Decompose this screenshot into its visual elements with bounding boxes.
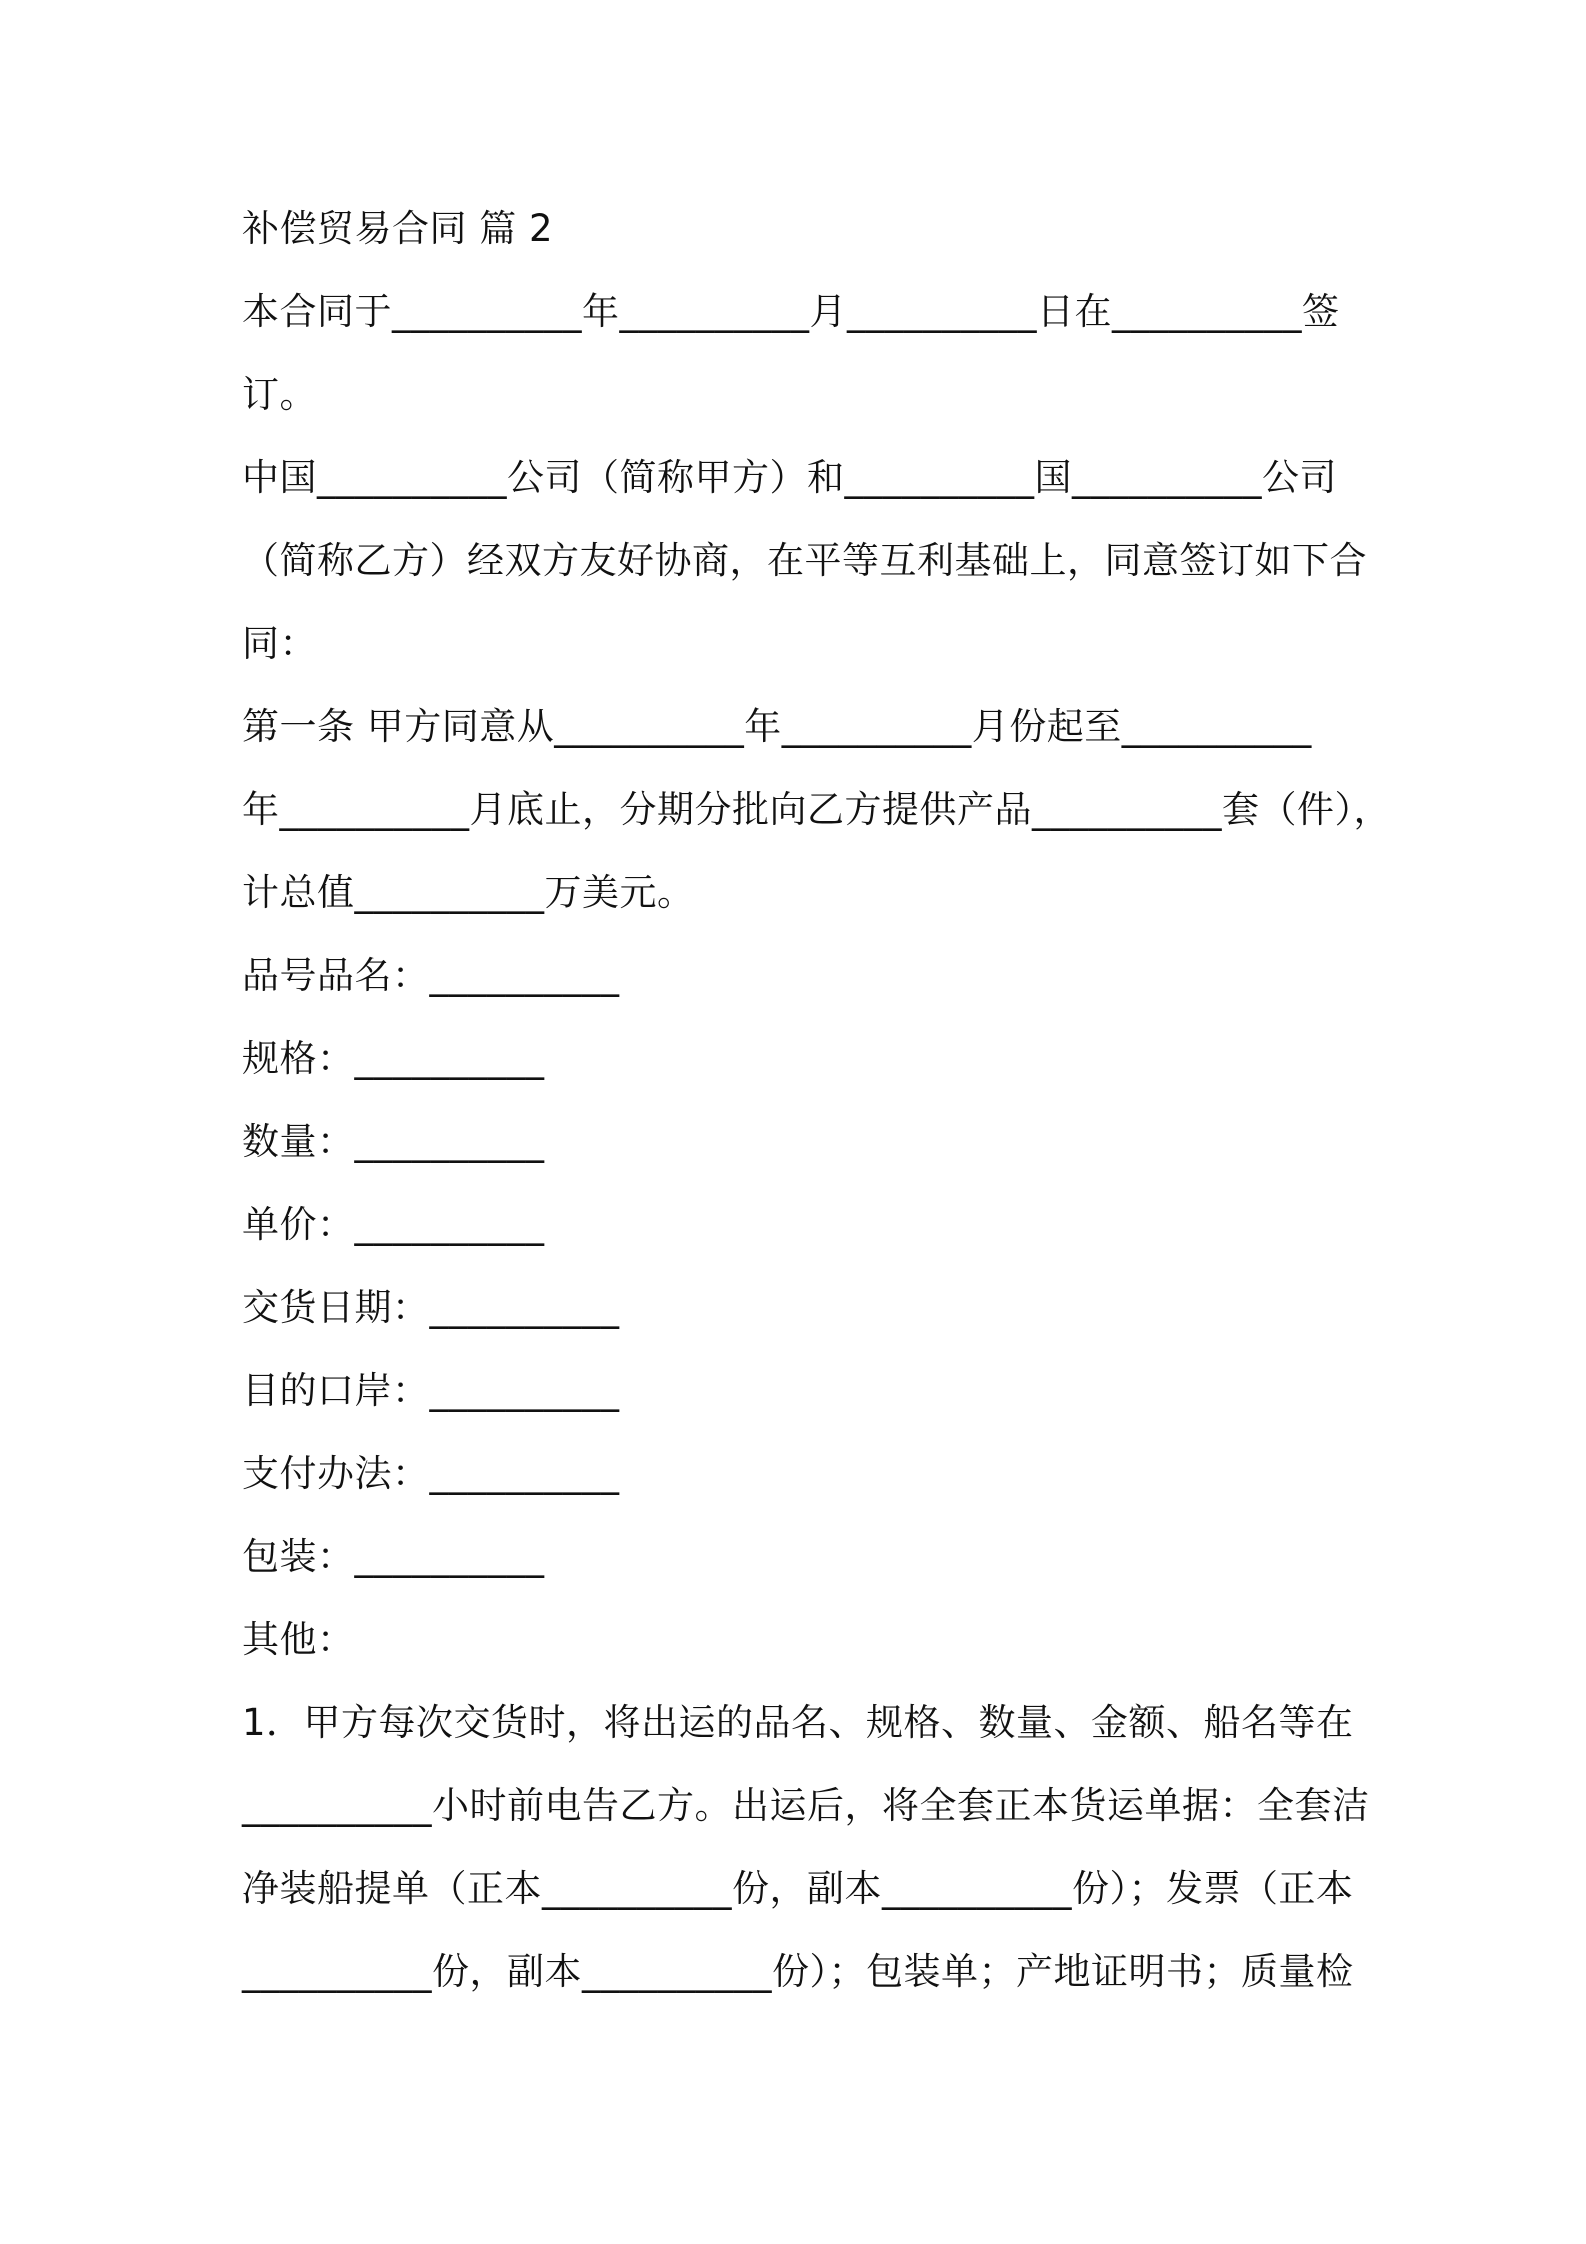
article-line: 年__________月底止，分期分批向乙方提供产品__________套（件）， (242, 788, 1391, 831)
field-line: 包装：__________ (242, 1535, 545, 1578)
field-line: 品号品名：__________ (242, 954, 620, 997)
paragraph-line: 同： (242, 622, 317, 665)
field-line: 规格：__________ (242, 1037, 545, 1080)
paragraph-line: 订。 (242, 373, 317, 416)
paragraph-line: 中国__________公司（简称甲方）和__________国__________公司 (242, 456, 1337, 499)
document-title: 补偿贸易合同 篇 2 (242, 207, 554, 250)
article-line: 计总值__________万美元。 (242, 871, 695, 914)
article-line: 第一条 甲方同意从__________年__________月份起至__________ (242, 705, 1312, 748)
paragraph-line: 本合同于__________年__________月__________日在__________签 (242, 290, 1340, 333)
clause-line: 净装船提单（正本__________份，副本__________份）；发票（正本 (242, 1867, 1354, 1910)
paragraph-line: （简称乙方）经双方友好协商，在平等互利基础上，同意签订如下合 (242, 539, 1367, 582)
field-line: 其他： (242, 1618, 355, 1661)
field-line: 支付办法：__________ (242, 1452, 620, 1495)
clause-line: __________份，副本__________份）；包装单；产地证明书；质量检 (242, 1950, 1354, 1993)
field-line: 目的口岸：__________ (242, 1369, 620, 1412)
field-line: 单价：__________ (242, 1203, 545, 1246)
document-body (242, 203, 1391, 2029)
field-line: 数量：__________ (242, 1120, 545, 1163)
clause-line: __________小时前电告乙方。出运后，将全套正本货运单据：全套洁 (242, 1784, 1370, 1827)
field-line: 交货日期：__________ (242, 1286, 620, 1329)
clause-line: 1．甲方每次交货时，将出运的品名、规格、数量、金额、船名等在 (242, 1701, 1354, 1744)
